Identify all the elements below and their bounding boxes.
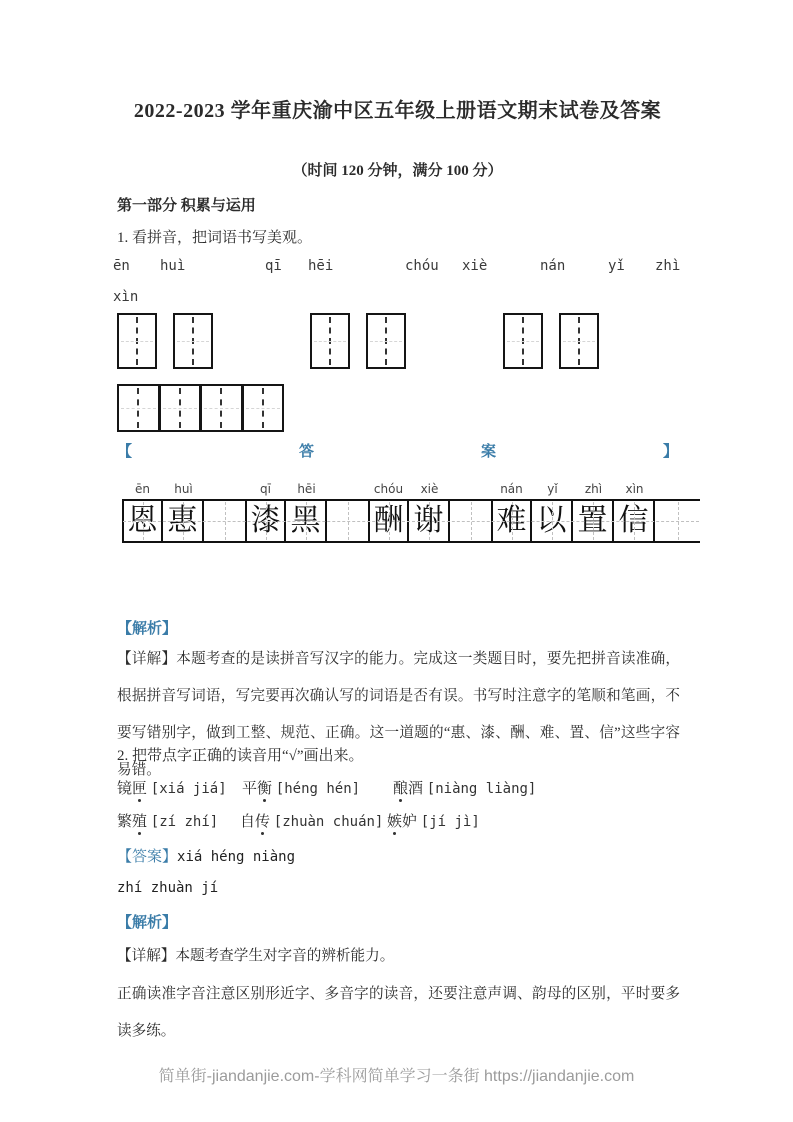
strip-pinyin: nán: [500, 482, 523, 496]
question-2-detail-paragraph: 正确读准字音注意区别形近字、多音字的读音，还要注意声调、韵母的区别，平时要多读多练。: [117, 986, 680, 1039]
strip-pinyin: chóu: [373, 482, 404, 496]
pinyin-syllable: yǐ: [608, 258, 625, 274]
writing-box: [161, 386, 203, 430]
site-footer-text: 简单街-jiandanjie.com-学科网简单学习一条街 https://jiandanjie.com: [158, 1068, 635, 1085]
pinyin-syllable: qī: [265, 258, 282, 274]
option-word: 酒: [408, 781, 424, 797]
answer-cell: 置: [573, 501, 614, 541]
writing-box: [244, 386, 283, 430]
question-2-options-row1: [117, 777, 678, 807]
writing-box: [503, 313, 543, 369]
answer-cell: 难: [491, 501, 532, 541]
answer-cell-gap: [204, 501, 245, 541]
option-pronunciations: [zí zhí]: [150, 814, 219, 830]
question-2-options-row2: [117, 810, 678, 840]
strip-pinyin: yǐ: [547, 482, 558, 496]
strip-pinyin: [204, 482, 245, 499]
writing-grid-row2: [117, 384, 284, 432]
exam-time-score-subtitle: （时间 120 分钟，满分 100 分）: [292, 163, 503, 179]
writing-box: [559, 313, 599, 369]
question-1-pinyin-row1: [113, 258, 683, 278]
answer-cell: 惠: [163, 501, 204, 541]
pinyin-syllable: nán: [540, 258, 566, 274]
strip-pinyin: xìn: [625, 482, 644, 496]
answer-cell-gap: [450, 501, 491, 541]
option-word: 妒: [402, 814, 418, 830]
answer-marker: 【答案】: [117, 849, 178, 865]
question-1-detail-text: 【详解】本题考查的是读拼音写汉字的能力。完成这一类题目时，要先把拼音读准确，根据拼音写词语，写完要再次确认写的词语是否有误。书写时注意字的笔顺和笔画，不要写错别字，做到工整、规范、正确。这一道题的“惠、漆、酬、难、置、信”这些字容易错。: [117, 651, 680, 778]
option-dotted-char: 匣: [132, 777, 147, 798]
question-2-answer-line2: zhí zhuàn jí: [117, 880, 219, 896]
answer-cell: 信: [614, 501, 655, 541]
page-content: [113, 0, 681, 1122]
question-1-stem: 1. 看拼音，把词语书写美观。: [117, 230, 313, 246]
option-pronunciations: [xiá jiá]: [150, 781, 227, 797]
pronunciation-option: [393, 777, 536, 798]
answer-pinyin: xiá héng niàng: [177, 849, 296, 865]
pinyin-syllable: xiè: [462, 258, 488, 274]
writing-grid-row1: [117, 313, 678, 369]
option-word: 自: [240, 814, 256, 830]
strip-pinyin: [450, 482, 491, 499]
writing-box: [173, 313, 213, 369]
answer-strip-cells: [122, 499, 700, 543]
writing-box: [310, 313, 350, 369]
question-2-stem: 2. 把带点字正确的读音用“√”画出来。: [117, 748, 364, 764]
option-pronunciations: [jí jì]: [420, 814, 480, 830]
option-word: 平: [242, 781, 258, 797]
answer-cell: 谢: [409, 501, 450, 541]
option-dotted-char: 传: [255, 810, 270, 831]
option-pronunciations: [zhuàn chuán]: [273, 814, 384, 830]
option-dotted-char: 殖: [132, 810, 147, 831]
writing-box: [119, 386, 161, 430]
answer-cell: 恩: [122, 501, 163, 541]
pronunciation-option: [117, 810, 218, 831]
option-word: 镜: [117, 781, 133, 797]
answer-strip-pinyin-row: [122, 482, 700, 499]
pinyin-syllable: zhì: [655, 258, 681, 274]
question-2-detail-line1: 【详解】本题考查学生对字音的辨析能力。: [117, 948, 395, 964]
answer-bracket-open: 【: [117, 444, 133, 460]
answer-cell: 漆: [245, 501, 286, 541]
page-title: 2022-2023 学年重庆渝中区五年级上册语文期末试卷及答案: [133, 100, 662, 122]
pinyin-syllable: ēn: [113, 258, 130, 274]
option-word: 繁: [117, 814, 133, 830]
option-dotted-char: 嫉: [387, 810, 402, 831]
strip-pinyin: [327, 482, 368, 499]
strip-pinyin: xiè: [420, 482, 439, 496]
strip-pinyin: qī: [260, 482, 271, 496]
pinyin-syllable: chóu: [405, 258, 439, 274]
pronunciation-option: [240, 810, 383, 831]
writing-box: [117, 313, 157, 369]
answer-cell: 黑: [286, 501, 327, 541]
answer-marker-char: 案: [480, 444, 496, 460]
pronunciation-option: [117, 777, 227, 798]
question-1-analysis-marker: 【解析】: [117, 621, 178, 637]
question-1-pinyin-row2: xìn: [113, 289, 139, 305]
pronunciation-option: [242, 777, 360, 798]
answer-bracket-close: 】: [662, 444, 678, 460]
question-2-analysis-marker: 【解析】: [117, 915, 178, 931]
answer-cell: 酬: [368, 501, 409, 541]
section-part1-header: 第一部分 积累与运用: [117, 198, 256, 214]
question-2-answer-line1: [117, 845, 295, 866]
option-dotted-char: 酿: [393, 777, 408, 798]
strip-pinyin: zhì: [584, 482, 603, 496]
writing-box: [366, 313, 406, 369]
option-pronunciations: [niàng liàng]: [426, 781, 537, 797]
writing-box: [202, 386, 244, 430]
pinyin-syllable: hēi: [308, 258, 334, 274]
option-pronunciations: [héng hén]: [275, 781, 361, 797]
answer-cell: 以: [532, 501, 573, 541]
pinyin-syllable: huì: [160, 258, 186, 274]
strip-pinyin: hēi: [297, 482, 316, 496]
option-dotted-char: 衡: [257, 777, 272, 798]
answer-strip-tail: [655, 501, 700, 541]
pronunciation-option: [387, 810, 480, 831]
answer-marker-row: [117, 440, 678, 461]
answer-cell-gap: [327, 501, 368, 541]
strip-pinyin: huì: [174, 482, 193, 496]
answer-marker-char: 答: [298, 444, 314, 460]
strip-pinyin: ēn: [135, 482, 150, 496]
question-1-answer-strip: [122, 482, 700, 543]
